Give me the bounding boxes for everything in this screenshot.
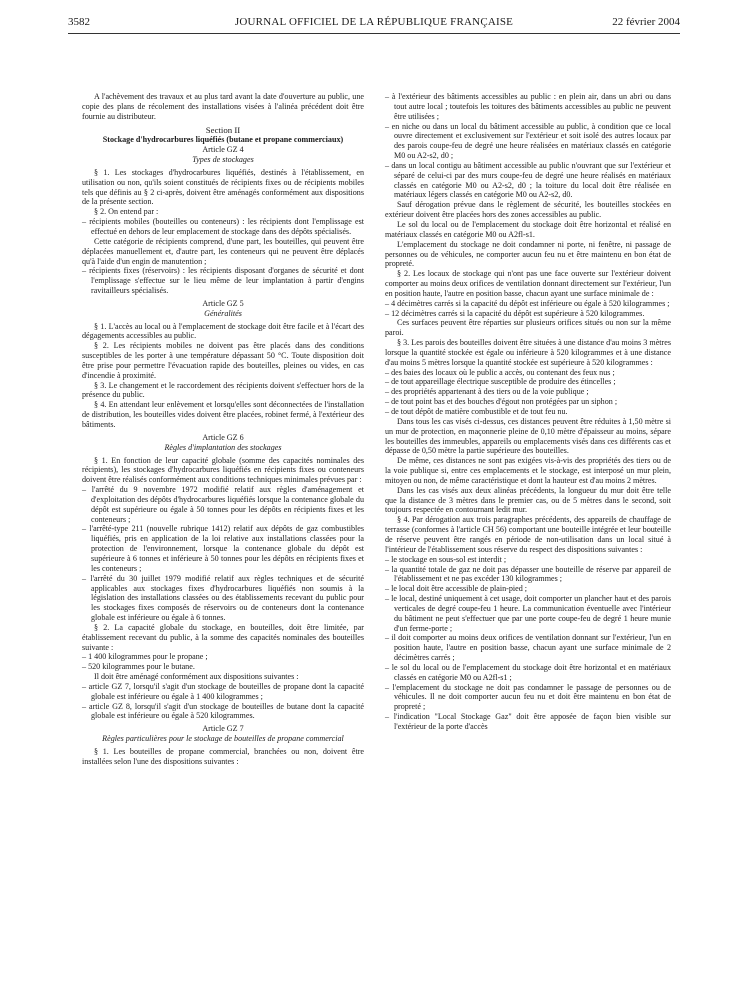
right-column: [385, 92, 671, 732]
publication-date: 22 février 2004: [612, 16, 680, 28]
paragraph: Sauf dérogation prévue dans le règlement de sécurité, les bouteilles stockées en extérieur doivent être placées hors des zones accessibles au public.: [385, 200, 671, 220]
journal-title: JOURNAL OFFICIEL DE LA RÉPUBLIQUE FRANÇAISE: [234, 16, 514, 28]
paragraph: – l'arrêté-type 211 (nouvelle rubrique 1412) relatif aux dépôts de gaz combustibles liquéfiés, pris en application de la loi relative aux installations classées pour la protection de l'environnement, lorsque la contenance globale du dépôt est supérieure à 6 tonnes et inférieure à 50 tonnes pour les dépôts en récipients fixes et les conteneurs ;: [82, 524, 364, 573]
paragraph: Article GZ 4: [202, 145, 244, 155]
paragraph: Section II: [205, 124, 241, 135]
paragraph: Règles particulières pour le stockage de bouteilles de propane commercial: [102, 734, 344, 744]
paragraph: Dans les cas visés aux deux alinéas précédents, la longueur du mur doit être telle que la distance de 3 mètres dans le premier cas, ou de 5 mètres dans le second, soit toujours respectée en contournant ledit mur.: [385, 485, 671, 515]
paragraph: Le sol du local ou de l'emplacement du stockage doit être horizontal et réalisé en matériaux classés en catégorie M0 ou A2fl-s1.: [385, 219, 671, 239]
paragraph: § 4. Par dérogation aux trois paragraphes précédents, des appareils de chauffage de terrasse (conformes à l'article CH 56) comportant une bouteille intégrée et leur bouteille de réserve peuvent être rangés en période de non-utilisation dans un local situé à l'intérieur de l'établissement sous réserve du respect des dispositions suivantes :: [385, 515, 671, 554]
paragraph: Règles d'implantation des stockages: [164, 442, 282, 452]
header-rule: [68, 33, 680, 34]
paragraph: Article GZ 5: [202, 298, 244, 308]
paragraph: – la quantité totale de gaz ne doit pas dépasser une bouteille de réserve par appareil de l'établissement et ne pas excéder 130 kilogrammes ;: [385, 564, 671, 584]
left-column: [82, 92, 364, 767]
paragraph: – de tout appareillage électrique susceptible de produire des étincelles ;: [385, 377, 616, 387]
paragraph: Généralités: [204, 308, 242, 318]
paragraph: – à l'extérieur des bâtiments accessibles au public : en plein air, dans un abri ou dans tout autre local ; toutefois les toitures des bâtiments accessibles au public ne peuvent être utilisées ;: [385, 92, 671, 121]
page-number: 3582: [68, 16, 90, 28]
paragraph: L'emplacement du stockage ne doit condamner ni porte, ni fenêtre, ni passage de personnes ou de véhicules, ne comporter aucun feu nu et être maintenu en bon état de propreté.: [385, 239, 671, 269]
paragraph: – récipients fixes (réservoirs) : les récipients disposant d'organes de sécurité et dont l'emplissage s'effectue sur le lieu même de leur implantation à partir d'engins ravitailleurs spécialisés.: [82, 266, 364, 296]
paragraph: – article GZ 8, lorsqu'il s'agit d'un stockage de bouteilles de butane dont la capacité globale est inférieure ou égale à 520 kilogrammes.: [82, 701, 364, 721]
paragraph: Il doit être aménagé conformément aux dispositions suivantes :: [94, 672, 299, 682]
paragraph: § 2. La capacité globale du stockage, en bouteilles, doit être limitée, par établissement recevant du public, à la somme des capacités nominales des bouteilles suivante :: [82, 622, 364, 652]
paragraph: Dans tous les cas visés ci-dessus, ces distances peuvent être réduites à 1,50 mètre si un mur de protection, en maçonnerie pleine de 0,10 mètre d'épaisseur au moins, sépare les bouteilles des immeubles, appareils ou emplacements visés dans ces différents cas et dépasse de 0,50 mètre la partie supérieure des bouteilles.: [385, 416, 671, 456]
paragraph: Article GZ 6: [202, 432, 244, 442]
paragraph: Article GZ 7: [202, 724, 244, 734]
paragraph: – il doit comporter au moins deux orifices de ventilation donnant sur l'extérieur, l'un en position haute, l'autre en position basse, chacun ayant une surface minimale de 2 décimètres carrés ;: [385, 633, 671, 663]
paragraph: § 1. L'accès au local ou à l'emplacement de stockage doit être facile et à l'écart des dégagements accessibles au public.: [82, 321, 364, 341]
paragraph: Stockage d'hydrocarbures liquéfiés (butane et propane commerciaux): [102, 135, 344, 145]
paragraph: § 2. Les récipients mobiles ne doivent pas être placés dans des conditions susceptibles de les porter à une température dépassant 50 °C. Toute disposition doit être prise pour permettre l'évacuation rapide des bouteilles, pleines ou vides, en cas d'incendie à proximité.: [82, 341, 364, 380]
paragraph: Types de stockages: [192, 155, 254, 165]
paragraph: – 4 décimètres carrés si la capacité du dépôt est inférieure ou égale à 520 kilogrammes ;: [385, 298, 670, 308]
paragraph: – article GZ 7, lorsqu'il s'agit d'un stockage de bouteilles de propane dont la capacité globale est inférieure ou égale à 1 400 kilogrammes ;: [82, 681, 364, 701]
paragraph: § 1. Les bouteilles de propane commercial, branchées ou non, doivent être installées selon l'une des dispositions suivantes :: [82, 747, 364, 766]
page-header: [68, 16, 680, 32]
paragraph: – l'indication "Local Stockage Gaz" doit être apposée de façon bien visible sur l'extérieur de la porte d'accès: [385, 712, 671, 731]
paragraph: – des baies des locaux où le public a accès, ou contenant des feux nus ;: [385, 367, 615, 377]
paragraph: Ces surfaces peuvent être réparties sur plusieurs orifices situés ou non sur la même paroi.: [385, 318, 671, 338]
paragraph: § 4. En attendant leur enlèvement et lorsqu'elles sont déconnectées de l'installation de distribution, les bouteilles vides doivent être placées, robinet fermé, à l'extérieur des bâtiments.: [82, 400, 364, 429]
paragraph: – de tout point bas et des bouches d'égout non protégées par un siphon ;: [385, 397, 618, 407]
paragraph: – le sol du local ou de l'emplacement du stockage doit être horizontal et en matériaux classés en catégorie M0 ou A2fl-s1 ;: [385, 662, 671, 682]
paragraph: De même, ces distances ne sont pas exigées vis-à-vis des propriétés des tiers ou de la voie publique si, entre ces emplacements et le stockage, est interposé un mur plein, mitoyen ou non, de même caractéristique et dont la hauteur est d'au moins 2 mètres.: [385, 456, 671, 485]
paragraph: § 2. Les locaux de stockage qui n'ont pas une face ouverte sur l'extérieur doivent comporter au moins deux orifices de ventilation donnant directement sur l'extérieur, l'un en position haute, l'autre en position basse, chacun ayant une surface minimale de :: [385, 269, 671, 298]
paragraph: – 1 400 kilogrammes pour le propane ;: [82, 652, 208, 662]
paragraph: – de tout dépôt de matière combustible et de tout feu nu.: [385, 407, 568, 416]
paragraph: § 1. En fonction de leur capacité globale (somme des capacités nominales des récipients), les stockages d'hydrocarbures liquéfiés en récipients fixes ou conteneurs doivent être réalisés conformément aux conditions techniques minimales prévues par :: [82, 455, 364, 485]
paragraph: – 520 kilogrammes pour le butane.: [82, 662, 195, 672]
paragraph: – le local, destiné uniquement à cet usage, doit comporter un plancher haut et des parois verticales de degré coupe-feu 1 heure. La communication éventuelle avec l'intérieur du bâtiment ne peut s'effectuer que par une porte coupe-feu de degré 1 heure munie d'un ferme-porte ;: [385, 594, 671, 633]
paragraph: – le local doit être accessible de plain-pied ;: [385, 584, 528, 594]
paragraph: – l'arrêté du 30 juillet 1979 modifié relatif aux règles techniques et de sécurité applicables aux stockages fixes d'hydrocarbures liquéfiés non soumis à la législation des installations classées ou des établissements recevant du public pour les stockages fixes composés de réservoirs ou de conteneurs dont la contenance globale est inférieure ou égale à 6 tonnes.: [82, 573, 364, 623]
paragraph: – dans un local contigu au bâtiment accessible au public n'ouvrant que sur l'extérieur et séparé de celui-ci par des murs coupe-feu de degré une heure réalisés en matériaux classés en catégorie M0 ou A2-s2, d0 ; la toiture du local doit être réalisée en matériaux légers classés en catégorie M0 ou A2-s2, d0.: [385, 160, 671, 200]
paragraph: – le stockage en sous-sol est interdit ;: [385, 554, 507, 564]
paragraph: § 3. Le changement et le raccordement des récipients doivent s'effectuer hors de la présence du public.: [82, 380, 364, 400]
paragraph: § 2. On entend par :: [94, 207, 159, 217]
paragraph: § 1. Les stockages d'hydrocarbures liquéfiés, destinés à l'établissement, en utilisation ou non, qu'ils soient constitués de récipients fixes ou de récipients mobiles tels que définis au § 2 ci-après, doivent être aménagés conformément aux dispositions de la présente section.: [82, 167, 364, 207]
paragraph: – en niche ou dans un local du bâtiment accessible au public, à condition que ce local ouvre directement et exclusivement sur l'extérieur et soit isolé des autres locaux par des parois coupe-feu de degré une heure réalisées en matériaux classés en catégorie M0 ou A2-s2, d0 ;: [385, 121, 671, 161]
paragraph: A l'achèvement des travaux et au plus tard avant la date d'ouverture au public, une copie des plans de récolement des installations visées à l'alinéa précédent doit être fournie au distributeur.: [82, 92, 364, 121]
paragraph: – 12 décimètres carrés si la capacité du dépôt est supérieure à 520 kilogrammes.: [385, 308, 645, 318]
paragraph: Cette catégorie de récipients comprend, d'une part, les bouteilles, qui peuvent être déplacées manuellement et, d'autre part, les conteneurs qui ne peuvent être déplacés qu'à l'aide d'un engin de manutention ;: [82, 236, 364, 266]
paragraph: – des propriétés appartenant à des tiers ou de la voie publique ;: [385, 387, 589, 397]
paragraph: – récipients mobiles (bouteilles ou conteneurs) : les récipients dont l'emplissage est effectué en dehors de leur emplacement de stockage dans des dépôts spécialisés.: [82, 217, 364, 236]
paragraph: – l'arrêté du 9 novembre 1972 modifié relatif aux règles d'aménagement et d'exploitation des dépôts d'hydrocarbures liquéfiés lorsque la contenance globale du dépôt est supérieure ou égale à 50 tonnes pour les dépôts en récipients fixes et les conteneurs ;: [82, 485, 364, 524]
paragraph: § 3. Les parois des bouteilles doivent être situées à une distance d'au moins 3 mètres lorsque la quantité stockée est égale ou inférieure à 520 kilogrammes et à une distance d'au moins 5 mètres lorsque la quantité stockée est supérieure à 520 kilogrammes :: [385, 338, 671, 367]
paragraph: – l'emplacement du stockage ne doit pas condamner le passage de personnes ou de véhicules. Il ne doit comporter aucun feu nu et doit être maintenu en bon état de propreté ;: [385, 682, 671, 712]
